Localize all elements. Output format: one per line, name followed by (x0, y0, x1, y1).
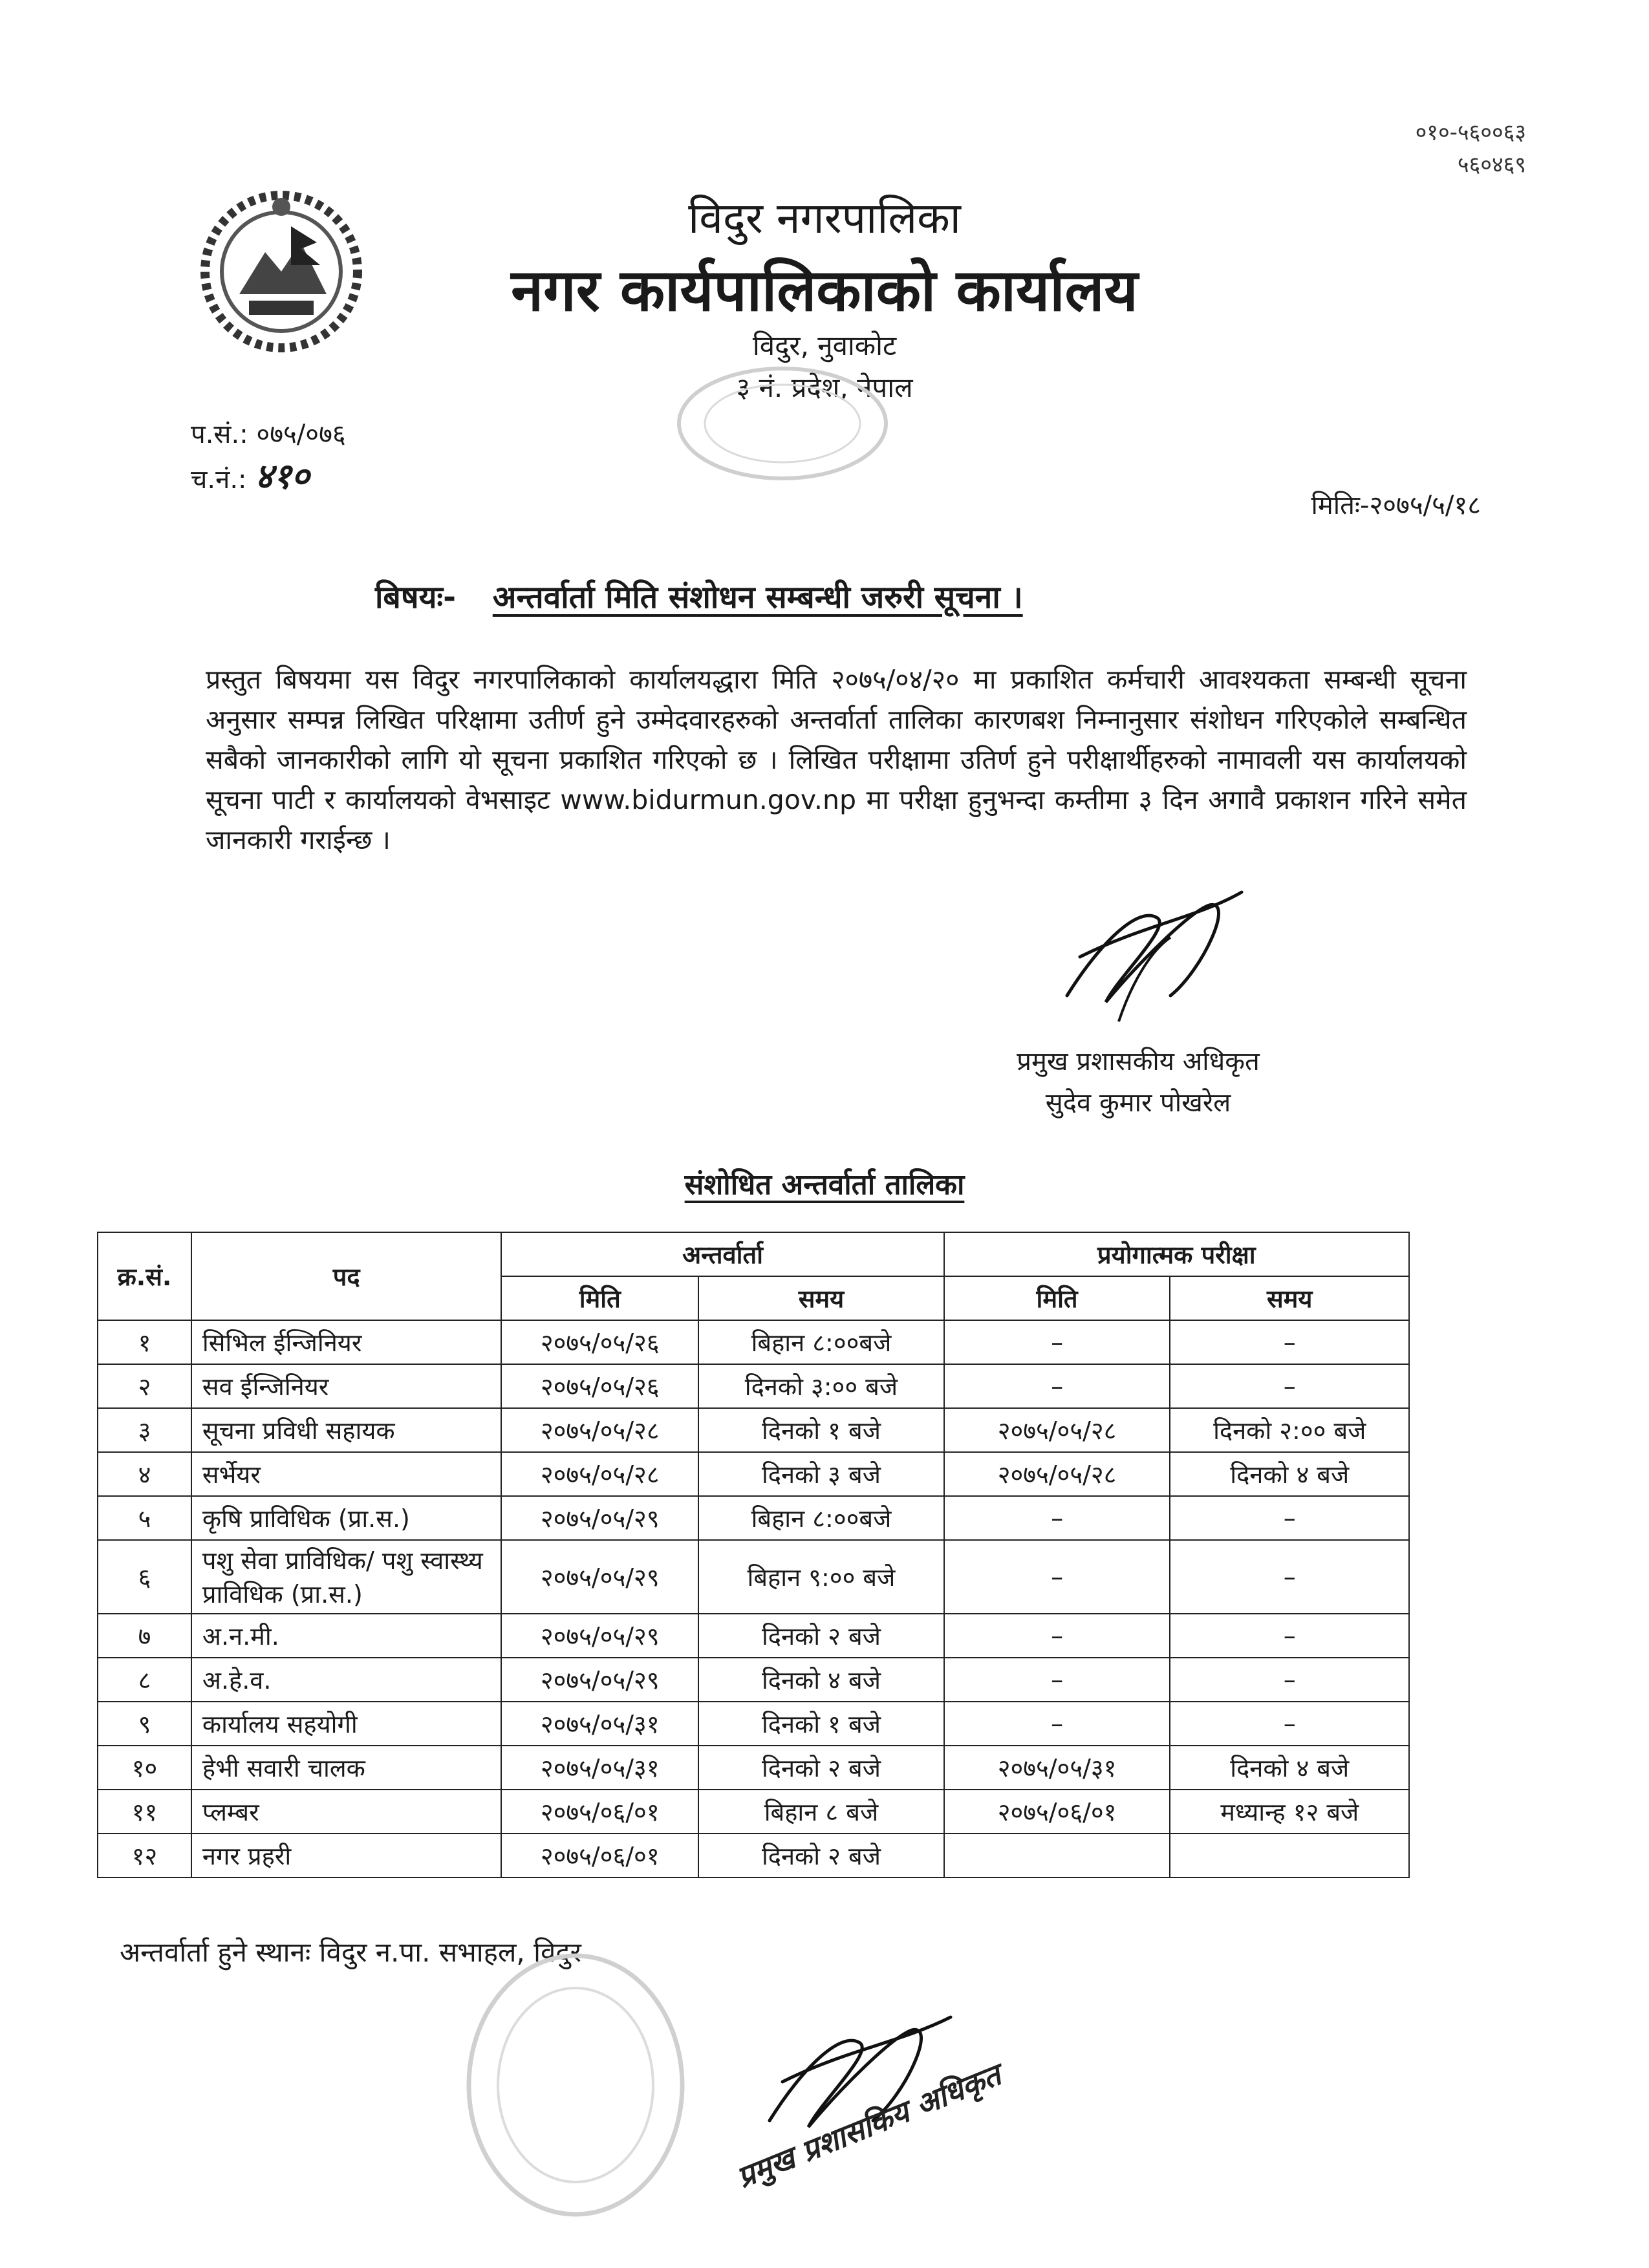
row-interview-time: बिहान ८ बजे (698, 1790, 944, 1834)
row-practical-date: २०७५/०६/०१ (944, 1790, 1170, 1834)
row-interview-time: दिनको ३:०० बजे (698, 1364, 944, 1408)
row-sn: १ (98, 1320, 191, 1364)
row-post: सूचना प्रविधी सहायक (191, 1408, 501, 1452)
row-interview-date: २०७५/०६/०१ (501, 1834, 698, 1878)
header-sn: क्र.सं. (98, 1232, 191, 1320)
row-interview-date: २०७५/०५/२९ (501, 1540, 698, 1614)
row-sn: ४ (98, 1452, 191, 1496)
row-sn: ७ (98, 1614, 191, 1658)
table-row (98, 1364, 1409, 1408)
row-interview-date: २०७५/०५/३१ (501, 1746, 698, 1790)
row-post: नगर प्रहरी (191, 1834, 501, 1878)
subject-line (375, 575, 1023, 617)
row-post: अ.हे.व. (191, 1658, 501, 1702)
table-row (98, 1452, 1409, 1496)
address-line-1: विदुर, नुवाकोट (752, 330, 897, 361)
row-post: सर्भेयर (191, 1452, 501, 1496)
row-interview-date: २०७५/०५/२९ (501, 1658, 698, 1702)
phone-numbers (1332, 116, 1526, 181)
row-practical-time: दिनको ४ बजे (1170, 1746, 1409, 1790)
ps-value: ०७५/०७६ (256, 420, 346, 449)
row-practical-time: – (1170, 1496, 1409, 1540)
signer-title: प्रमुख प्रशासकीय अधिकृत (1017, 1047, 1260, 1076)
row-practical-date: – (944, 1614, 1170, 1658)
table-title: संशोधित अन्तर्वार्ता तालिका (684, 1168, 965, 1201)
row-practical-date (944, 1834, 1170, 1878)
row-practical-time: – (1170, 1320, 1409, 1364)
header-interview: अन्तर्वार्ता (501, 1232, 943, 1276)
table-row (98, 1540, 1409, 1614)
row-practical-date: – (944, 1364, 1170, 1408)
row-practical-time: मध्यान्ह १२ बजे (1170, 1790, 1409, 1834)
row-sn: २ (98, 1364, 191, 1408)
table-row (98, 1790, 1409, 1834)
row-interview-date: २०७५/०५/२८ (501, 1452, 698, 1496)
row-practical-date: – (944, 1540, 1170, 1614)
row-interview-time: दिनको १ बजे (698, 1702, 944, 1746)
row-practical-time: – (1170, 1658, 1409, 1702)
row-interview-time: दिनको २ बजे (698, 1834, 944, 1878)
row-interview-time: बिहान ८:००बजे (698, 1496, 944, 1540)
row-post: पशु सेवा प्राविधिक/ पशु स्वास्थ्य प्राविधिक (प्रा.स.) (191, 1540, 501, 1614)
row-sn: ८ (98, 1658, 191, 1702)
table-row (98, 1496, 1409, 1540)
row-practical-time: – (1170, 1540, 1409, 1614)
row-interview-time: बिहान ८:००बजे (698, 1320, 944, 1364)
table-row (98, 1614, 1409, 1658)
row-sn: ११ (98, 1790, 191, 1834)
chn-value: ४१० (255, 455, 310, 497)
header-interview-date: मिति (501, 1276, 698, 1320)
row-practical-time: दिनको ४ बजे (1170, 1452, 1409, 1496)
table-row (98, 1702, 1409, 1746)
chn-line (191, 455, 346, 500)
row-sn: १० (98, 1746, 191, 1790)
row-interview-date: २०७५/०५/२६ (501, 1320, 698, 1364)
header-interview-time: समय (698, 1276, 944, 1320)
row-practical-date: २०७५/०५/३१ (944, 1746, 1170, 1790)
reference-block (191, 414, 346, 500)
phone-number-1: ०१०-५६००६३ (1415, 120, 1526, 145)
row-interview-date: २०७५/०५/२८ (501, 1408, 698, 1452)
row-sn: ९ (98, 1702, 191, 1746)
signature-icon (1041, 866, 1255, 1034)
office-stamp-icon (673, 362, 892, 485)
row-practical-date: – (944, 1702, 1170, 1746)
row-interview-date: २०७५/०५/२९ (501, 1496, 698, 1540)
signature-stamp-text: प्रमुख प्रशासकिय अधिकृत (731, 2057, 1006, 2195)
phone-number-2: ५६०४६९ (1457, 152, 1526, 178)
row-interview-date: २०७५/०५/२६ (501, 1364, 698, 1408)
row-practical-date: २०७५/०५/२८ (944, 1452, 1170, 1496)
subject-text: अन्तर्वार्ता मिति संशोधन सम्बन्धी जरुरी सूचना । (492, 579, 1023, 615)
table-row (98, 1408, 1409, 1452)
row-interview-date: २०७५/०६/०१ (501, 1790, 698, 1834)
org-name: विदुर नगरपालिका (688, 193, 961, 243)
ps-line (191, 414, 346, 455)
row-practical-time: – (1170, 1614, 1409, 1658)
office-name: नगर कार्यपालिकाको कार्यालय (511, 257, 1138, 325)
header-practical-time: समय (1170, 1276, 1409, 1320)
row-interview-time: दिनको ३ बजे (698, 1452, 944, 1496)
header-post: पद (191, 1232, 501, 1320)
row-post: प्लम्बर (191, 1790, 501, 1834)
venue-line: अन्तर्वार्ता हुने स्थानः विदुर न.पा. सभाहल, विदुर (120, 1936, 581, 1968)
row-practical-time: दिनको २:०० बजे (1170, 1408, 1409, 1452)
row-practical-date: २०७५/०५/२८ (944, 1408, 1170, 1452)
row-practical-time: – (1170, 1702, 1409, 1746)
row-interview-date: २०७५/०५/२९ (501, 1614, 698, 1658)
row-post: हेभी सवारी चालक (191, 1746, 501, 1790)
row-post: सिभिल ईन्जिनियर (191, 1320, 501, 1364)
row-interview-time: दिनको २ बजे (698, 1614, 944, 1658)
row-post: अ.न.मी. (191, 1614, 501, 1658)
row-sn: १२ (98, 1834, 191, 1878)
row-post: कार्यालय सहयोगी (191, 1702, 501, 1746)
row-interview-date: २०७५/०५/३१ (501, 1702, 698, 1746)
row-interview-time: दिनको १ बजे (698, 1408, 944, 1452)
table-row (98, 1746, 1409, 1790)
row-sn: ५ (98, 1496, 191, 1540)
signer-name: सुदेव कुमार पोखरेल (1045, 1088, 1231, 1118)
row-interview-time: दिनको २ बजे (698, 1746, 944, 1790)
row-sn: ३ (98, 1408, 191, 1452)
address-line-2: ३ नं. प्रदेश, नेपाल (736, 372, 913, 403)
office-stamp-icon-2 (459, 1946, 692, 2224)
chn-label: च.नं.: (191, 465, 247, 495)
row-sn: ६ (98, 1540, 191, 1614)
ps-label: प.सं.: (191, 420, 248, 449)
header-practical: प्रयोगात्मक परीक्षा (944, 1232, 1409, 1276)
row-interview-time: बिहान ९:०० बजे (698, 1540, 944, 1614)
signer-block (976, 1041, 1300, 1124)
row-post: सव ईन्जिनियर (191, 1364, 501, 1408)
row-practical-date: – (944, 1320, 1170, 1364)
row-interview-time: दिनको ४ बजे (698, 1658, 944, 1702)
row-practical-date: – (944, 1658, 1170, 1702)
notice-body: प्रस्तुत बिषयमा यस विदुर नगरपालिकाको कार्यालयद्धारा मिति २०७५/०४/२० मा प्रकाशित कर्मचारी आवश्यकता सम्बन्धी सूचना अनुसार सम्पन्न लिखित परिक्षामा उतीर्ण हुने उम्मेदवारहरुको अन्तर्वार्ता तालिका कारणबश निम्नानुसार संशोधन गरिएकोले सम्बन्धित सबैको जानकारीको लागि यो सूचना प्रकाशित गरिएको छ । लिखित परीक्षामा उतिर्ण हुने परीक्षार्थीहरुको नामावली यस कार्यालयको सूचना पाटी र कार्यालयको वेभसाइट www.bidurmun.gov.np मा परीक्षा हुनुभन्दा कम्तीमा ३ दिन अगावै प्रकाशन गरिने समेत जानकारी गराईन्छ । (206, 664, 1467, 855)
subject-label: बिषयः- (375, 579, 457, 615)
table-body (98, 1320, 1409, 1878)
table-row (98, 1658, 1409, 1702)
table-row (98, 1320, 1409, 1364)
row-post: कृषि प्राविधिक (प्रा.स.) (191, 1496, 501, 1540)
row-practical-date: – (944, 1496, 1170, 1540)
letter-date: मितिः-२०७५/५/१८ (1311, 491, 1481, 520)
header-practical-date: मिति (944, 1276, 1170, 1320)
row-practical-time: – (1170, 1364, 1409, 1408)
interview-schedule-table (97, 1232, 1410, 1878)
row-practical-time (1170, 1834, 1409, 1878)
table-row (98, 1834, 1409, 1878)
